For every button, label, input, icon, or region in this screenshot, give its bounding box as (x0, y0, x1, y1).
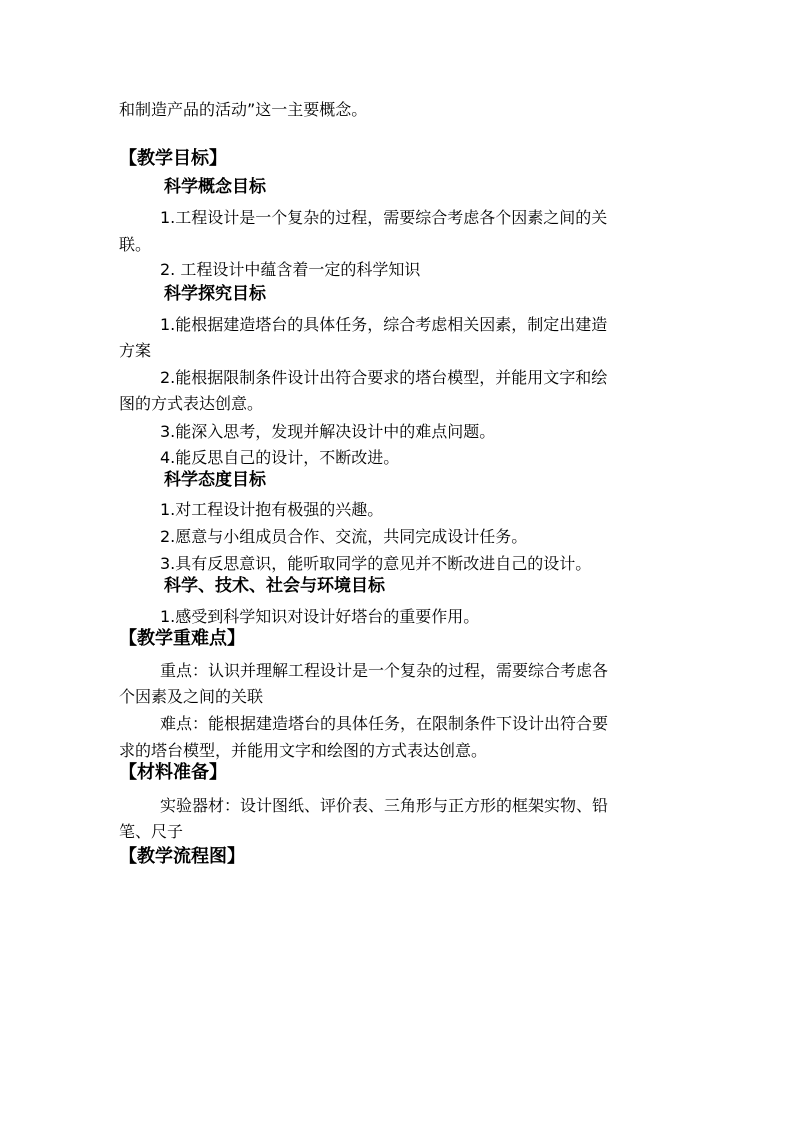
attitude-goals-title: 科学态度目标 (164, 470, 266, 490)
materials-line-1: 实验器材：设计图纸、评价表、三角形与正方形的框架实物、铅 (160, 796, 609, 815)
difficulty-line-1: 难点：能根据建造塔台的具体任务，在限制条件下设计出符合要 (160, 714, 609, 733)
inquiry-item-1-line-2: 方案 (119, 341, 152, 360)
concept-item-1-line-1: 1.工程设计是一个复杂的过程，需要综合考虑各个因素之间的关 (160, 208, 608, 227)
concept-item-2: 2. 工程设计中蕴含着一定的科学知识 (160, 260, 421, 279)
key-point-line-2: 个因素及之间的关联 (119, 687, 264, 706)
concept-item-1-line-2: 联。 (119, 235, 152, 254)
inquiry-item-2-line-1: 2.能根据限制条件设计出符合要求的塔台模型，并能用文字和绘 (160, 368, 608, 387)
attitude-item-1: 1.对工程设计抱有极强的兴趣。 (160, 500, 384, 519)
key-points-heading: 【教学重难点】 (119, 628, 245, 649)
attitude-item-3: 3.具有反思意识，能听取同学的意见并不断改进自己的设计。 (160, 554, 592, 573)
key-point-line-1: 重点：认识并理解工程设计是一个复杂的过程，需要综合考虑各 (160, 661, 609, 680)
sts-goals-title: 科学、技术、社会与环境目标 (164, 576, 385, 596)
inquiry-item-4: 4.能反思自己的设计，不断改进。 (160, 448, 400, 467)
attitude-item-2: 2.愿意与小组成员合作、交流，共同完成设计任务。 (160, 527, 528, 546)
inquiry-goals-title: 科学探究目标 (164, 284, 266, 304)
inquiry-item-1-line-1: 1.能根据建造塔台的具体任务，综合考虑相关因素，制定出建造 (160, 315, 608, 334)
concept-goals-title: 科学概念目标 (164, 177, 266, 197)
inquiry-item-2-line-2: 图的方式表达创意。 (119, 394, 264, 413)
difficulty-line-2: 求的塔台模型，并能用文字和绘图的方式表达创意。 (119, 741, 488, 760)
materials-heading: 【材料准备】 (119, 762, 227, 783)
intro-text: 和制造产品的活动”这一主要概念。 (119, 100, 368, 119)
materials-line-2: 笔、尺子 (119, 822, 184, 841)
flowchart-heading: 【教学流程图】 (119, 846, 245, 867)
sts-item-1: 1.感受到科学知识对设计好塔台的重要作用。 (160, 607, 480, 626)
objectives-heading: 【教学目标】 (119, 148, 227, 169)
inquiry-item-3: 3.能深入思考，发现并解决设计中的难点问题。 (160, 422, 496, 441)
